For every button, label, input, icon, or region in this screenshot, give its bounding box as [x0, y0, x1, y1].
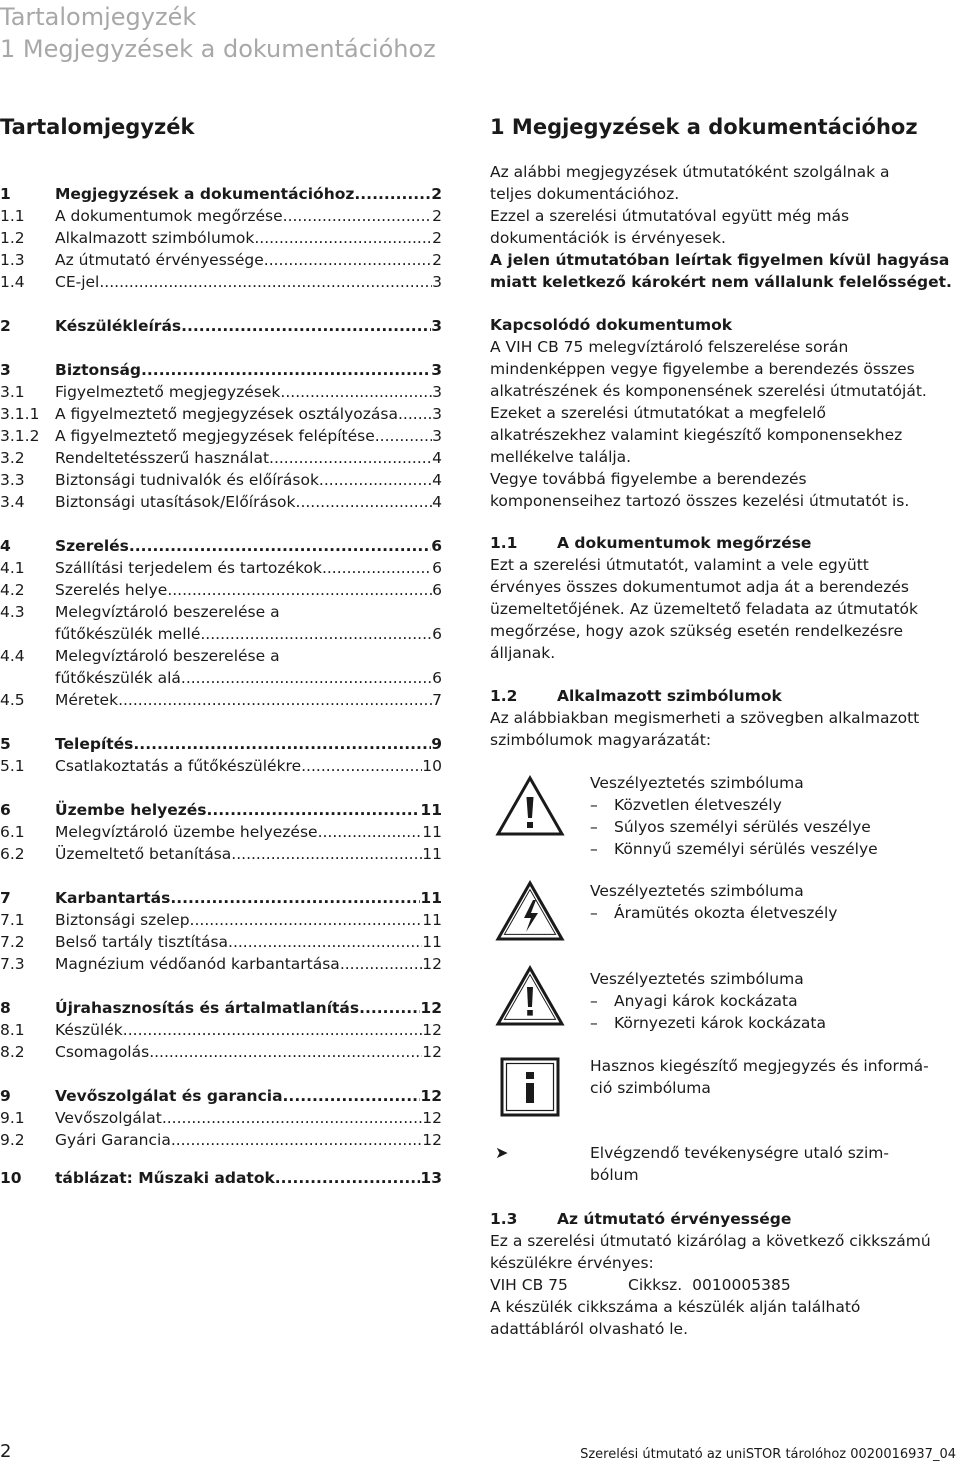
- toc-entry-page: 12: [420, 999, 442, 1017]
- toc-leader-dots: [322, 557, 432, 579]
- article-number: 0010005385: [692, 1276, 791, 1294]
- toc-entry-title: Méretek: [55, 691, 119, 709]
- toc-entry-page: 3: [432, 383, 442, 401]
- electric-hazard-icon: [495, 880, 565, 942]
- toc-leader-dots: [283, 205, 432, 227]
- toc-entry-number: 7.1: [0, 911, 25, 929]
- symbol-item: – Áramütés okozta életveszély: [590, 904, 838, 922]
- toc-entry-line: [55, 381, 442, 403]
- toc-entry-number: 1.3: [0, 251, 25, 269]
- text-line: Az alábbiakban megismerheti a szövegben alkalmazott: [490, 709, 920, 727]
- section-title: Alkalmazott szimbólumok: [557, 687, 782, 705]
- section-1-3-heading: [490, 1208, 791, 1230]
- intro-line: Az alábbi megjegyzések útmutatóként szolgálnak a: [490, 163, 890, 181]
- toc-entry: [0, 1129, 442, 1151]
- toc-entry-title: Vevőszolgálat: [55, 1109, 162, 1127]
- toc-entry-number: 4.5: [0, 691, 25, 709]
- toc-entry-page: 6: [432, 625, 442, 643]
- toc-entry-number: 4.3: [0, 603, 25, 621]
- toc-entry-line: [55, 997, 442, 1019]
- toc-leader-dots: [149, 1041, 422, 1063]
- section-number: 1.1: [490, 534, 518, 552]
- toc-entry: [0, 579, 442, 601]
- toc-entry-line: [55, 667, 442, 689]
- toc-entry-title: Csomagolás: [55, 1043, 150, 1061]
- toc-entry-title: Karbantartás: [55, 889, 171, 907]
- toc-entry-line: [55, 249, 442, 271]
- info-icon: [500, 1057, 560, 1117]
- toc-entry-page: 3: [432, 405, 442, 423]
- toc-entry-title: fűtőkészülék mellé: [55, 625, 201, 643]
- symbol-action: [590, 1142, 889, 1186]
- toc-entry-title: A figyelmeztető megjegyzések osztályozása: [55, 405, 398, 423]
- header-title: Tartalomjegyzék: [0, 3, 197, 31]
- toc-leader-dots: [171, 1129, 422, 1151]
- text-line: Ez a szerelési útmutató kizárólag a következő cikkszámú: [490, 1232, 931, 1250]
- toc-entry-page: 7: [432, 691, 442, 709]
- symbol-text: bólum: [590, 1166, 639, 1184]
- toc-leader-dots: [141, 359, 431, 381]
- toc-entry-title: Melegvíztároló beszerelése a: [55, 603, 280, 621]
- section-1-1-heading: [490, 532, 811, 554]
- toc-entry-line: [55, 1167, 442, 1189]
- toc-entry-line: [55, 227, 442, 249]
- toc-entry-number: 9.2: [0, 1131, 25, 1149]
- toc-entry-title: Gyári Garancia: [55, 1131, 171, 1149]
- toc-entry-title: Figyelmeztető megjegyzések: [55, 383, 281, 401]
- toc-entry-number: 3.4: [0, 493, 25, 511]
- section-1-2-heading: [490, 685, 782, 707]
- toc-entry: [0, 557, 442, 579]
- toc-entry-line: [55, 1107, 442, 1129]
- toc-entry-number: 1.1: [0, 207, 25, 225]
- toc-entry-page: 11: [422, 911, 442, 929]
- toc-leader-dots: [359, 997, 420, 1019]
- toc-leader-dots: [162, 1107, 422, 1129]
- toc-entry-line: [55, 315, 442, 337]
- action-arrow-icon: ➤: [495, 1143, 509, 1162]
- toc-entry-title: Melegvíztároló beszerelése a: [55, 647, 280, 665]
- warning-triangle-icon: [495, 775, 565, 837]
- toc-entry: [0, 205, 442, 227]
- toc-leader-dots: [123, 1019, 422, 1041]
- toc-entry-page: 12: [420, 1087, 442, 1105]
- toc-leader-dots: [99, 271, 432, 293]
- toc-entry-number: 4.2: [0, 581, 25, 599]
- toc-entry-line: [55, 843, 442, 865]
- liability-warning-line: miatt keletkező károkért nem vállalunk felelősséget.: [490, 273, 952, 291]
- toc-entry-page: 2: [432, 229, 442, 247]
- symbol-title: Veszélyeztetés szimbóluma: [590, 882, 804, 900]
- toc-entry: [0, 755, 442, 777]
- toc-entry-number: 3.3: [0, 471, 25, 489]
- toc-entry-page: 3: [431, 361, 442, 379]
- section-number: 1.3: [490, 1210, 518, 1228]
- toc-leader-dots: [190, 909, 423, 931]
- symbol-text: Elvégzendő tevékenységre utaló szim-: [590, 1144, 889, 1162]
- toc-entry-title: Üzemeltető betanítása: [55, 845, 232, 863]
- toc-entry-line: [55, 689, 442, 711]
- toc-entry-line: [55, 733, 442, 755]
- toc-entry-page: 6: [431, 537, 442, 555]
- document-reference: Szerelési útmutató az uniSTOR tárolóhoz 0020016937_04: [580, 1447, 956, 1462]
- toc-entry: [0, 997, 442, 1019]
- symbol-electric: [590, 880, 837, 924]
- toc-entry-title: Az útmutató érvényessége: [55, 251, 264, 269]
- toc-leader-dots: [129, 535, 431, 557]
- text-line: álljanak.: [490, 644, 556, 662]
- toc-entry-line: [55, 425, 442, 447]
- toc-entry-number: 6.1: [0, 823, 25, 841]
- toc-entry: [0, 403, 442, 425]
- text-line: üzemeltetőjének. Az üzemeltető feladata az útmutatók: [490, 600, 918, 618]
- toc-entry-title: Szállítási terjedelem és tartozékok: [55, 559, 322, 577]
- toc-entry-number: 10: [0, 1169, 22, 1187]
- symbol-item: – Súlyos személyi sérülés veszélye: [590, 818, 871, 836]
- toc-entry-line: [55, 1041, 442, 1063]
- toc-entry-page: 2: [431, 185, 442, 203]
- related-line: alkatrészének és komponensének szerelési útmutatóját.: [490, 382, 927, 400]
- toc-entry: [0, 271, 442, 293]
- toc-entry: [0, 953, 442, 975]
- toc-entry-page: 6: [432, 559, 442, 577]
- toc-entry: [0, 315, 442, 337]
- text-line: készülékre érvényes:: [490, 1254, 654, 1272]
- symbol-item: – Közvetlen életveszély: [590, 796, 782, 814]
- toc-entry-title: Újrahasznosítás és ártalmatlanítás: [55, 999, 360, 1017]
- toc-entry: [0, 689, 442, 711]
- symbol-title: Veszélyeztetés szimbóluma: [590, 774, 804, 792]
- toc-entry-number: 2: [0, 317, 11, 335]
- text-line: szimbólumok magyarázatát:: [490, 731, 712, 749]
- toc-entry-number: 7: [0, 889, 11, 907]
- section-1-3-text: [490, 1230, 960, 1340]
- toc-entry-page: 12: [422, 1021, 442, 1039]
- model-row: [490, 1274, 960, 1296]
- toc-entry-number: 3.1.2: [0, 427, 40, 445]
- toc-entry-page: 12: [422, 1131, 442, 1149]
- symbol-item: – Könnyű személyi sérülés veszélye: [590, 840, 878, 858]
- related-line: Ezeket a szerelési útmutatókat a megfelelő: [490, 404, 827, 422]
- toc-leader-dots: [319, 469, 432, 491]
- toc-leader-dots: [118, 689, 432, 711]
- toc-entry: [0, 183, 442, 205]
- toc-entry-line: [55, 821, 442, 843]
- toc-entry-page: 6: [432, 669, 442, 687]
- header-subtitle: 1 Megjegyzések a dokumentációhoz: [0, 35, 436, 63]
- text-line: érvényes összes dokumentumot adja át a berendezés: [490, 578, 909, 596]
- related-line: Vegye továbbá figyelembe a berendezés: [490, 470, 807, 488]
- toc-entry-page: 2: [432, 207, 442, 225]
- toc-entry-line: [55, 359, 442, 381]
- toc-entry: [0, 909, 442, 931]
- toc-entry-number: 3: [0, 361, 11, 379]
- toc-entry-line: [55, 931, 442, 953]
- toc-entry-line: [55, 535, 442, 557]
- toc-entry-number: 7.2: [0, 933, 25, 951]
- toc-entry-page: 4: [432, 471, 442, 489]
- toc-entry-title: Vevőszolgálat és garancia: [55, 1087, 283, 1105]
- toc-entry: [0, 887, 442, 909]
- toc-entry-page: 3: [432, 427, 442, 445]
- toc-entry-page: 12: [422, 1109, 442, 1127]
- toc-entry-number: 8.1: [0, 1021, 25, 1039]
- toc-entry-page: 11: [422, 933, 442, 951]
- toc-entry-title: Megjegyzések a dokumentációhoz: [55, 185, 355, 203]
- model-name: VIH CB 75: [490, 1276, 568, 1294]
- related-line: A VIH CB 75 melegvíztároló felszerelése során: [490, 338, 849, 356]
- toc-leader-dots: [200, 623, 432, 645]
- toc-entry-page: 6: [432, 581, 442, 599]
- toc-entry-page: 9: [431, 735, 442, 753]
- toc-entry-page: 11: [420, 801, 442, 819]
- toc-leader-dots: [301, 755, 422, 777]
- toc-entry-number: 9.1: [0, 1109, 25, 1127]
- toc-entry-title: A figyelmeztető megjegyzések felépítése: [55, 427, 375, 445]
- toc-entry: [0, 1167, 442, 1189]
- toc-entry-number: 3.1: [0, 383, 25, 401]
- section-number: 1.2: [490, 687, 518, 705]
- caution-triangle-icon: [495, 965, 565, 1027]
- toc-leader-dots: [170, 887, 420, 909]
- section-title: A dokumentumok megőrzése: [557, 534, 812, 552]
- toc-entry-title: táblázat: Műszaki adatok: [55, 1169, 275, 1187]
- section-1-2-text: [490, 707, 960, 751]
- toc-entry-number: 4: [0, 537, 11, 555]
- intro-line: teljes dokumentációhoz.: [490, 185, 680, 203]
- related-documents: [490, 314, 960, 512]
- toc-leader-dots: [340, 953, 422, 975]
- toc-entry: [0, 469, 442, 491]
- related-line: alkatrészekhez valamint kiegészítő komponensekhez: [490, 426, 903, 444]
- toc-entry-line: [55, 1019, 442, 1041]
- toc-leader-dots: [318, 821, 423, 843]
- toc-entry-title: Rendeltetésszerű használat: [55, 449, 270, 467]
- toc-entry-page: 3: [432, 273, 442, 291]
- toc-entry-page: 12: [422, 955, 442, 973]
- toc-entry-line: [55, 205, 442, 227]
- toc-entry-title: Biztonsági tudnivalók és előírások: [55, 471, 319, 489]
- toc-entry-number: 7.3: [0, 955, 25, 973]
- toc-entry-line: [55, 469, 442, 491]
- toc-entry-number: 1.4: [0, 273, 25, 291]
- symbol-text: Hasznos kiegészítő megjegyzés és informá-: [590, 1057, 929, 1075]
- article-label: Cikksz.: [628, 1276, 683, 1294]
- toc-leader-dots: [275, 1167, 421, 1189]
- toc-entry-number: 1: [0, 185, 11, 203]
- toc-entry-title: Melegvíztároló üzembe helyezése: [55, 823, 318, 841]
- toc-entry-line: [55, 403, 442, 425]
- symbol-info: [590, 1055, 929, 1099]
- toc-entry: [0, 447, 442, 469]
- toc-entry-number: 4.1: [0, 559, 25, 577]
- toc-entry: [0, 601, 442, 645]
- toc-entry-page: 2: [432, 251, 442, 269]
- toc-entry-line: [55, 579, 442, 601]
- toc-leader-dots: [264, 249, 432, 271]
- toc-entry: [0, 425, 442, 447]
- toc-entry-line: [55, 1129, 442, 1151]
- toc-entry-number: 9: [0, 1087, 11, 1105]
- symbol-title: Veszélyeztetés szimbóluma: [590, 970, 804, 988]
- toc-entry-title: Magnézium védőanód karbantartása: [55, 955, 340, 973]
- section-1-heading-text: 1 Megjegyzések a dokumentációhoz: [490, 115, 918, 139]
- toc-entry: [0, 843, 442, 865]
- symbol-danger: [590, 772, 878, 860]
- toc-entry-title: Készülék: [55, 1021, 123, 1039]
- toc-entry-number: 4.4: [0, 647, 25, 665]
- toc-entry: [0, 491, 442, 513]
- toc-entry: [0, 733, 442, 755]
- toc-leader-dots: [231, 843, 422, 865]
- toc-entry-title: fűtőkészülék alá: [55, 669, 181, 687]
- toc-entry-title: Biztonság: [55, 361, 142, 379]
- toc-heading: Tartalomjegyzék: [0, 115, 195, 139]
- toc-entry: [0, 535, 442, 557]
- text-line: adattábláról olvasható le.: [490, 1320, 688, 1338]
- toc-leader-dots: [354, 183, 431, 205]
- toc-entry-number: 6.2: [0, 845, 25, 863]
- section-1-1-text: [490, 554, 960, 664]
- symbol-item: – Anyagi károk kockázata: [590, 992, 798, 1010]
- toc-entry: [0, 1085, 442, 1107]
- toc-entry-line: [55, 623, 442, 645]
- toc-entry-title: A dokumentumok megőrzése: [55, 207, 283, 225]
- toc-entry-title: CE-jel: [55, 273, 100, 291]
- toc-entry-title: Biztonsági utasítások/Előírások: [55, 493, 296, 511]
- toc-entry: [0, 1107, 442, 1129]
- toc-entry-page: 13: [420, 1169, 442, 1187]
- text-line: megőrzése, hogy azok szükség esetén rendelkezésre: [490, 622, 903, 640]
- toc-entry: [0, 1019, 442, 1041]
- related-documents-title: Kapcsolódó dokumentumok: [490, 316, 733, 334]
- text-line: A készülék cikkszáma a készülék alján található: [490, 1298, 861, 1316]
- toc-entry-line: [55, 953, 442, 975]
- toc-entry: [0, 249, 442, 271]
- toc-entry-title: Biztonsági szelep: [55, 911, 190, 929]
- toc-leader-dots: [269, 447, 432, 469]
- toc-entry: [0, 227, 442, 249]
- toc-entry-number: 5: [0, 735, 11, 753]
- toc-entry-page: 12: [422, 1043, 442, 1061]
- toc-leader-dots: [133, 733, 431, 755]
- toc-entry-title: Telepítés: [55, 735, 134, 753]
- toc-entry-title: Készülékleírás: [55, 317, 182, 335]
- toc-leader-dots: [375, 425, 432, 447]
- toc-entry-number: 8: [0, 999, 11, 1017]
- toc-entry-title: Szerelés helye: [55, 581, 168, 599]
- toc-entry-line: [55, 491, 442, 513]
- toc-leader-dots: [254, 227, 432, 249]
- liability-warning-line: A jelen útmutatóban leírtak figyelmen kívül hagyása: [490, 251, 950, 269]
- toc-entry-page: 4: [432, 493, 442, 511]
- toc-leader-dots: [398, 403, 432, 425]
- related-line: mindenképpen vegye figyelembe a berendezés összes: [490, 360, 915, 378]
- intro-line: dokumentációk is érvényesek.: [490, 229, 726, 247]
- toc-entry: [0, 381, 442, 403]
- section-1-intro: [490, 161, 960, 293]
- toc-entry-page: 11: [422, 845, 442, 863]
- toc-entry: [0, 821, 442, 843]
- symbol-item: – Környezeti károk kockázata: [590, 1014, 826, 1032]
- toc-entry-title: Alkalmazott szimbólumok: [55, 229, 255, 247]
- toc-entry-number: 1.2: [0, 229, 25, 247]
- section-1-heading: [490, 113, 918, 141]
- related-line: mellékelve találja.: [490, 448, 632, 466]
- toc-leader-dots: [283, 1085, 421, 1107]
- symbol-caution: [590, 968, 826, 1034]
- toc-leader-dots: [296, 491, 433, 513]
- toc-entry-number: 6: [0, 801, 11, 819]
- toc-entry-number: 3.1.1: [0, 405, 40, 423]
- toc-entry-page: 11: [420, 889, 442, 907]
- toc-entry-line: [55, 799, 442, 821]
- toc-leader-dots: [228, 931, 422, 953]
- toc-entry-title: Belső tartály tisztítása: [55, 933, 229, 951]
- text-line: Ezt a szerelési útmutatót, valamint a vele együtt: [490, 556, 869, 574]
- related-line: komponenseihez tartozó összes kezelési útmutatót is.: [490, 492, 910, 510]
- toc-entry-page: 3: [431, 317, 442, 335]
- toc-entry-line: [55, 183, 442, 205]
- toc-entry-line: [55, 755, 442, 777]
- symbol-text: ció szimbóluma: [590, 1079, 711, 1097]
- toc-entry-title: Szerelés: [55, 537, 129, 555]
- toc-entry-page: 11: [422, 823, 442, 841]
- toc-leader-dots: [207, 799, 421, 821]
- toc-entry-line: [55, 887, 442, 909]
- toc-entry: [0, 1041, 442, 1063]
- toc-entry-line: [55, 447, 442, 469]
- toc-entry-line: [55, 557, 442, 579]
- toc-entry-number: 8.2: [0, 1043, 25, 1061]
- toc-entry-line: [55, 271, 442, 293]
- toc-entry-number: 5.1: [0, 757, 25, 775]
- toc-leader-dots: [167, 579, 432, 601]
- section-title: Az útmutató érvényessége: [557, 1210, 792, 1228]
- intro-line: Ezzel a szerelési útmutatóval együtt még más: [490, 207, 850, 225]
- toc-entry-line: [55, 1085, 442, 1107]
- toc-entry-title: Csatlakoztatás a fűtőkészülékre: [55, 757, 302, 775]
- toc-entry-number: 3.2: [0, 449, 25, 467]
- toc-entry: [0, 359, 442, 381]
- toc-entry-title: Üzembe helyezés: [55, 801, 207, 819]
- page-number: 2: [0, 1441, 12, 1462]
- toc-entry: [0, 931, 442, 953]
- toc-leader-dots: [280, 381, 432, 403]
- toc-entry-page: 4: [432, 449, 442, 467]
- toc-leader-dots: [181, 667, 432, 689]
- toc-entry-line: [55, 909, 442, 931]
- toc-entry: [0, 799, 442, 821]
- toc-entry-page: 10: [422, 757, 442, 775]
- toc-entry: [0, 645, 442, 689]
- toc-leader-dots: [181, 315, 431, 337]
